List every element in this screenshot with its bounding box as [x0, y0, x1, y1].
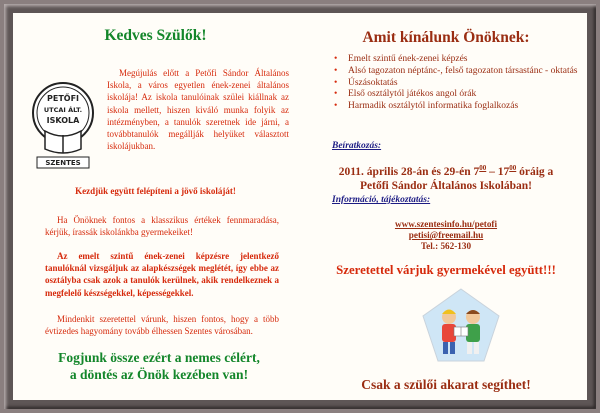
- info-label: Információ, tájékoztatás:: [332, 195, 431, 205]
- phone-number: Tel.: 562-130: [420, 241, 472, 252]
- children-reading-illustration: [421, 287, 501, 363]
- date-line-2: Petőfi Sándor Általános Iskolában!: [359, 179, 532, 192]
- offer-item: • Első osztálytól játékos angol órák: [334, 89, 477, 100]
- slogan: [13, 349, 305, 383]
- paragraph-tradition: Mindenkit szeretettel várunk, hiszen fontos, hogy a több évtizedes hagyomány tovább élhessen Szentes városában.: [45, 314, 279, 337]
- email-link[interactable]: petisi@freemail.hu: [408, 230, 484, 241]
- website-link[interactable]: www.szentesinfo.hu/petofi: [394, 219, 498, 229]
- paragraph-values: Ha Önöknek fontos a klasszikus értékek fennmaradása, kérjük, írassák iskolánkba gyermekeiket!: [45, 215, 279, 238]
- offers-list: [332, 54, 582, 113]
- heading-future-school: Kezdjük együtt felépíteni a jövő iskoláját!: [75, 186, 236, 196]
- bullet-icon: •: [334, 101, 338, 112]
- enrollment-label: Beíratkozás:: [332, 141, 382, 151]
- offer-item: • Emelt szintű ének-zenei képzés: [334, 54, 468, 64]
- slogan-line-2: a döntés az Önök kezében van!: [69, 367, 249, 382]
- flyer-page: [13, 13, 587, 400]
- bullet-icon: •: [334, 89, 338, 100]
- offer-item: • Úszásoktatás: [334, 77, 398, 88]
- bullet-icon: •: [334, 77, 338, 88]
- slogan-line-1: Fogjunk össze ezért a nemes célért,: [58, 350, 260, 365]
- logo-text-mid: UTCAI ÁLT.: [43, 106, 83, 114]
- bullet-icon: •: [334, 65, 338, 76]
- logo-banner: SZENTES: [45, 159, 81, 167]
- contacts: [305, 219, 587, 253]
- logo-text-top: PETŐFI: [46, 94, 80, 103]
- closing-message: Csak a szülői akarat segíthet!: [361, 377, 531, 392]
- enrollment-date: [305, 161, 587, 193]
- greeting-title: Kedves Szülők!: [104, 27, 207, 44]
- paragraph-music-exam: Az emelt szintű ének-zenei képzésre jelentkező tanulóknál vizsgáljuk az alapkészségek meglétét, így ebbe az osztályba csak azok a tanulók kerülnek, akik rendelkeznek a megfelelő készségekkel, képességekkel.: [45, 251, 279, 298]
- bullet-icon: •: [334, 54, 338, 64]
- logo-text-bottom: ISKOLA: [46, 116, 80, 125]
- offers-title: Amit kínálunk Önöknek:: [362, 29, 530, 46]
- offer-item: • Alsó tagozaton néptánc-, felső tagozaton társastánc - oktatás: [334, 65, 578, 76]
- intro-paragraph: Megújulás előtt a Petőfi Sándor Általános Iskola, a város egyetlen ének-zenei általános iskolája! Az iskola tanulóinak szülei kiállnak az iskola mellett, hiszen kiváló munka folyik az intézményben, a tanulók szeretnek ide járni, a továbbtanulók megállják helyüket választott iskolájukban.: [107, 68, 289, 152]
- date-line-1: 2011. április 28-án és 29-én $7^{00} - 17^{00}$ óráig a: [338, 164, 554, 178]
- offer-item: • Harmadik osztálytól informatika foglalkozás: [334, 101, 519, 112]
- welcome-message: Szeretettel várjuk gyermekével együtt!!!: [336, 263, 556, 277]
- school-logo: [31, 79, 95, 171]
